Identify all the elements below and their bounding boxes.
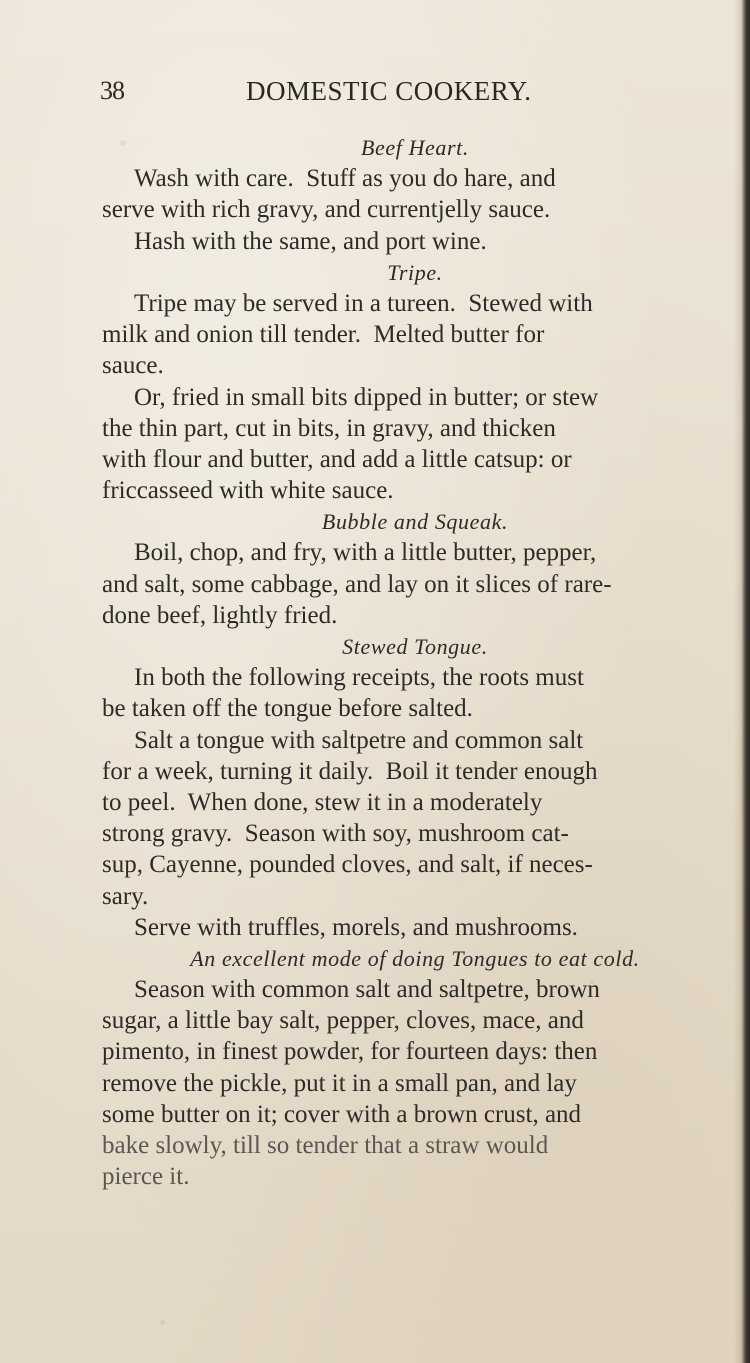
text-line: done beef, lightly fried.	[102, 601, 338, 629]
recipe-heading: Beef Heart.	[360, 135, 469, 160]
text-line: remove the pickle, put it in a small pan, and lay	[102, 1069, 577, 1097]
text-line: pierce it.	[102, 1163, 190, 1191]
text-line: friccasseed with white sauce.	[102, 477, 394, 505]
text-line: sary.	[102, 882, 149, 910]
text-line: Salt a tongue with saltpetre and common salt	[134, 726, 584, 754]
running-title: DOMESTIC COOKERY.	[246, 76, 532, 106]
text-line: for a week, turning it daily. Boil it tender enough	[102, 757, 598, 785]
text-line: strong gravy. Season with soy, mushroom cat-	[102, 820, 569, 848]
page-number: 38	[100, 76, 124, 105]
text-line: with flour and butter, and add a little catsup: or	[102, 445, 572, 473]
book-spine-edge	[734, 0, 750, 1363]
text-line: Hash with the same, and port wine.	[134, 227, 487, 255]
recipe-heading: Tripe.	[387, 259, 443, 285]
text-line: Serve with truffles, morels, and mushrooms.	[134, 913, 578, 941]
text-line: pimento, in finest powder, for fourteen days: then	[102, 1038, 598, 1066]
text-line: the thin part, cut in bits, in gravy, and thicken	[102, 414, 556, 442]
recipe-heading: Stewed Tongue.	[342, 634, 488, 659]
text-line: Or, fried in small bits dipped in butter; or stew	[134, 383, 599, 411]
text-line: In both the following receipts, the roots must	[134, 664, 584, 692]
text-line: Season with common salt and saltpetre, brown	[134, 976, 600, 1004]
recipe-text	[102, 132, 728, 1192]
recipe-heading: An excellent mode of doing Tongues to eat cold.	[190, 945, 640, 971]
recipe-heading: Bubble and Squeak.	[321, 509, 509, 535]
text-line: Boil, chop, and fry, with a little butter, pepper,	[134, 539, 597, 567]
paper-stain	[160, 1320, 165, 1325]
text-line: to peel. When done, stew it in a moderately	[102, 788, 543, 816]
text-line: milk and onion till tender. Melted butter for	[102, 321, 545, 349]
text-line: some butter on it; cover with a brown crust, and	[102, 1100, 582, 1128]
text-line: sup, Cayenne, pounded cloves, and salt, if neces-	[102, 851, 593, 879]
text-line: bake slowly, till so tender that a straw would	[102, 1132, 549, 1159]
running-head	[100, 72, 620, 112]
text-line: Wash with care. Stuff as you do hare, and	[134, 165, 556, 193]
text-line: and salt, some cabbage, and lay on it slices of rare-	[102, 570, 612, 598]
text-line: be taken off the tongue before salted.	[102, 695, 473, 723]
text-line: Tripe may be served in a tureen. Stewed with	[134, 289, 593, 317]
text-line: serve with rich gravy, and currentjelly sauce.	[102, 196, 551, 224]
text-line: sauce.	[102, 352, 164, 380]
text-line: sugar, a little bay salt, pepper, cloves, mace, and	[102, 1007, 584, 1035]
